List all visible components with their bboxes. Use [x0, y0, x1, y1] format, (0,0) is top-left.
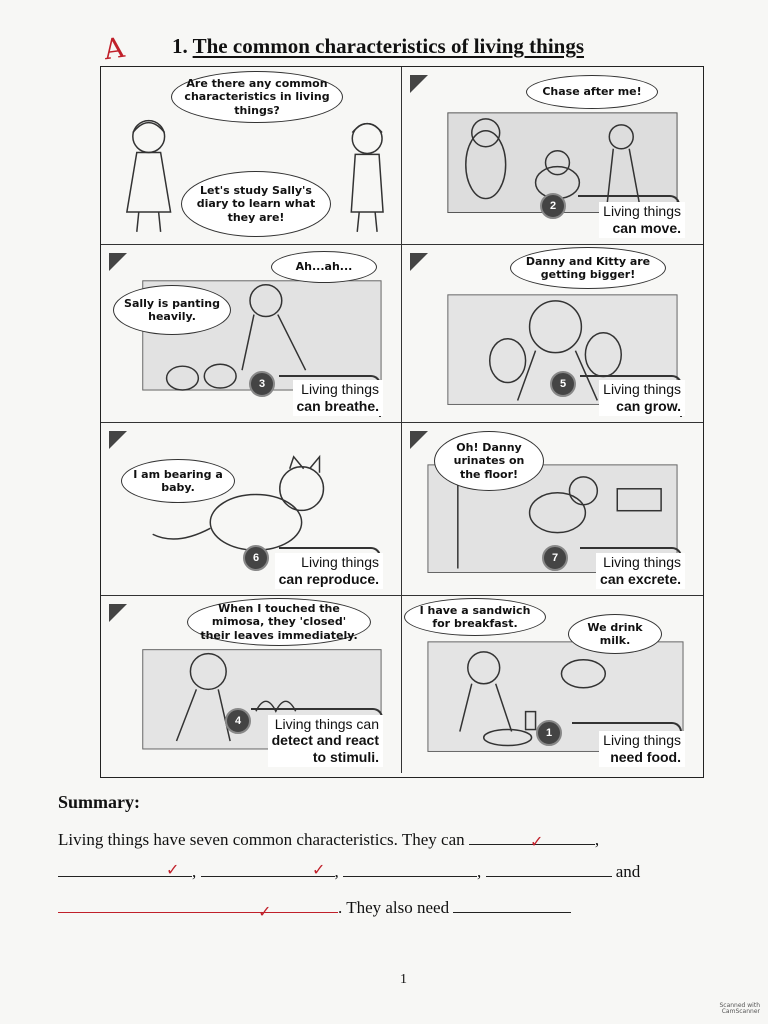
summary-line-1: Living things have seven common characteristics. They can , — [58, 830, 600, 849]
caption-line: Living things — [603, 554, 681, 571]
speech-bubble: Oh! Danny urinates on the floor! — [434, 431, 544, 491]
panel-excrete — [402, 423, 703, 596]
panel-intro — [101, 67, 402, 245]
answer-blank[interactable] — [343, 860, 477, 877]
scanner-watermark — [719, 1003, 760, 1016]
section-number: 1. — [172, 34, 188, 58]
step-number-badge: 5 — [550, 371, 576, 397]
caption — [599, 380, 685, 416]
step-number-badge: 2 — [540, 193, 566, 219]
page-number: 1 — [400, 972, 407, 987]
speech-bubble: Chase after me! — [526, 75, 658, 109]
summary-line-2: , , , and — [58, 860, 640, 882]
speech-bubble: Are there any common characteristics in living things? — [171, 71, 343, 123]
speech-bubble: I am bearing a baby. — [121, 459, 235, 503]
caption-line: Living things — [603, 203, 681, 220]
page-title — [172, 34, 584, 59]
speech-bubble: Let's study Sally's diary to learn what they are! — [181, 171, 331, 237]
panel-stimuli — [101, 596, 402, 773]
check-mark-icon: ✓ — [530, 832, 544, 851]
speech-bubble: We drink milk. — [568, 614, 662, 654]
summary-and: and — [615, 862, 641, 881]
panel-move — [402, 67, 703, 245]
speech-bubble: Danny and Kitty are getting bigger! — [510, 247, 666, 289]
caption-line: Living things — [301, 381, 379, 398]
step-number-badge: 6 — [243, 545, 269, 571]
caption-line: to stimuli. — [312, 749, 379, 766]
caption-line: Living things — [301, 554, 379, 571]
caption-line: need food. — [610, 749, 681, 766]
check-mark-icon: ✓ — [166, 860, 180, 879]
step-number-badge: 4 — [225, 708, 251, 734]
check-mark-icon: ✓ — [258, 902, 272, 921]
answer-blank[interactable] — [58, 896, 338, 913]
step-number-badge: 7 — [542, 545, 568, 571]
caption-line: can breathe. — [296, 398, 379, 415]
panel-reproduce — [101, 423, 402, 596]
speech-bubble: Ah...ah... — [271, 251, 377, 283]
caption-line: detect and react — [271, 732, 379, 749]
caption-line: can reproduce. — [278, 571, 379, 588]
panel-food — [402, 596, 703, 773]
answer-blank[interactable] — [486, 860, 612, 877]
speech-bubble: I have a sandwich for breakfast. — [404, 598, 546, 636]
caption — [599, 202, 685, 238]
comic-grid — [100, 66, 704, 778]
caption-line: Living things can — [274, 715, 379, 732]
section-title: The common characteristics of living things — [192, 34, 585, 58]
scanner-text: Scanned with — [719, 1001, 760, 1009]
caption-line: Living things — [603, 732, 681, 749]
caption — [596, 553, 685, 589]
caption-line: can excrete. — [600, 571, 681, 588]
caption — [275, 553, 383, 589]
grade-mark: A — [101, 30, 127, 67]
caption — [268, 715, 383, 767]
step-number-badge: 3 — [249, 371, 275, 397]
caption-line: Living things — [603, 381, 681, 398]
speech-bubble: When I touched the mimosa, they 'closed' their leaves immediately. — [187, 598, 371, 646]
scanner-text: CamScanner — [721, 1008, 760, 1016]
panel-grow — [402, 245, 703, 423]
caption — [293, 380, 383, 416]
answer-blank[interactable] — [453, 896, 571, 913]
summary-heading: Summary: — [58, 792, 140, 812]
summary-line-3 — [58, 896, 571, 918]
check-mark-icon: ✓ — [312, 860, 326, 879]
panel-breathe — [101, 245, 402, 423]
summary-sentence: Living things have seven common characteristics. They can — [58, 830, 465, 849]
caption-line: can move. — [612, 220, 681, 237]
caption-line: can grow. — [616, 398, 681, 415]
speech-bubble: Sally is panting heavily. — [113, 285, 231, 335]
caption — [599, 731, 685, 767]
summary-sentence: . They also need — [338, 898, 450, 917]
step-number-badge: 1 — [536, 720, 562, 746]
